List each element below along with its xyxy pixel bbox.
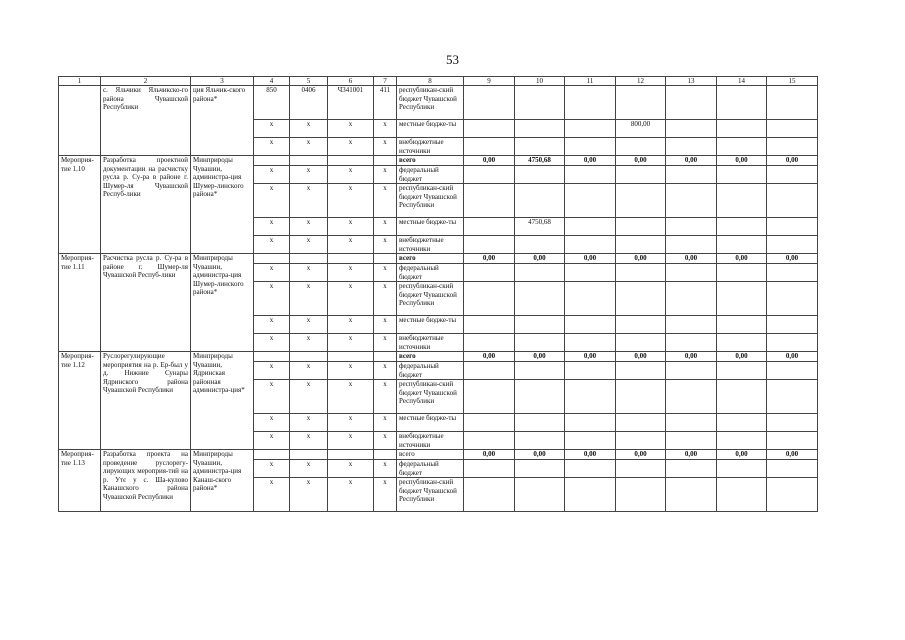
code-cell-6: x: [328, 380, 374, 414]
value-cell-13: [666, 184, 717, 218]
column-header-1: 1: [59, 77, 101, 86]
code-cell-7: x: [374, 282, 397, 316]
value-cell-15: [767, 316, 818, 334]
value-cell-13: [666, 86, 717, 120]
table-row: [59, 86, 818, 120]
value-cell-13: [666, 282, 717, 316]
value-cell-9: [464, 478, 515, 512]
code-cell-5: [290, 450, 328, 460]
code-cell-6: x: [328, 362, 374, 380]
code-cell-4: [254, 254, 290, 264]
value-cell-12: [616, 184, 666, 218]
value-cell-9: [464, 166, 515, 184]
code-cell-7: x: [374, 334, 397, 352]
funding-source: внебюджетные источники: [397, 236, 464, 254]
value-cell-14: [717, 264, 767, 282]
value-cell-9: [464, 414, 515, 432]
funding-source: федеральный бюджет: [397, 362, 464, 380]
code-cell-5: [290, 156, 328, 166]
value-cell-12: 800,00: [616, 120, 666, 138]
value-cell-13: 0,00: [666, 450, 717, 460]
code-cell-7: x: [374, 380, 397, 414]
code-cell-6: [328, 156, 374, 166]
value-cell-11: [565, 264, 616, 282]
value-cell-9: [464, 282, 515, 316]
value-cell-12: [616, 282, 666, 316]
value-cell-15: [767, 478, 818, 512]
code-cell-7: x: [374, 478, 397, 512]
value-cell-12: [616, 414, 666, 432]
code-cell-4: x: [254, 218, 290, 236]
value-cell-12: [616, 138, 666, 156]
code-cell-7: x: [374, 236, 397, 254]
value-cell-10: [515, 236, 565, 254]
value-cell-9: [464, 86, 515, 120]
value-cell-10: [515, 380, 565, 414]
value-cell-15: [767, 460, 818, 478]
table-row: [59, 254, 818, 264]
value-cell-14: [717, 316, 767, 334]
measure-executor: Минприроды Чувашии, администра-ция Канаш-ского района*: [191, 450, 254, 512]
value-cell-14: 0,00: [717, 352, 767, 362]
value-cell-12: 0,00: [616, 254, 666, 264]
code-cell-4: x: [254, 236, 290, 254]
code-cell-7: [374, 352, 397, 362]
code-cell-6: x: [328, 218, 374, 236]
column-header-14: 14: [717, 77, 767, 86]
funding-source: всего: [397, 254, 464, 264]
value-cell-12: 0,00: [616, 352, 666, 362]
code-cell-6: x: [328, 138, 374, 156]
code-cell-6: x: [328, 334, 374, 352]
value-cell-15: [767, 218, 818, 236]
code-cell-5: x: [290, 218, 328, 236]
funding-source: всего: [397, 156, 464, 166]
value-cell-10: [515, 334, 565, 352]
funding-source: республикан-ский бюджет Чувашской Республики: [397, 380, 464, 414]
measure-id: Мероприя-тие 1.13: [59, 450, 101, 512]
value-cell-13: [666, 380, 717, 414]
value-cell-15: [767, 120, 818, 138]
value-cell-14: 0,00: [717, 156, 767, 166]
code-cell-6: x: [328, 120, 374, 138]
code-cell-4: x: [254, 478, 290, 512]
value-cell-14: [717, 334, 767, 352]
value-cell-10: [515, 432, 565, 450]
code-cell-5: x: [290, 138, 328, 156]
code-cell-5: [290, 254, 328, 264]
funding-source: местные бюдже-ты: [397, 120, 464, 138]
funding-source: местные бюдже-ты: [397, 218, 464, 236]
budget-table: [58, 76, 818, 512]
code-cell-4: 850: [254, 86, 290, 120]
measure-executor: Минприроды Чувашии, Ядринская районная администра-ция*: [191, 352, 254, 450]
code-cell-5: x: [290, 236, 328, 254]
value-cell-9: [464, 334, 515, 352]
value-cell-14: [717, 362, 767, 380]
funding-source: внебюджетные источники: [397, 334, 464, 352]
column-header-9: 9: [464, 77, 515, 86]
value-cell-9: [464, 236, 515, 254]
value-cell-11: [565, 478, 616, 512]
value-cell-12: [616, 264, 666, 282]
value-cell-15: [767, 138, 818, 156]
funding-source: республикан-ский бюджет Чувашской Республики: [397, 86, 464, 120]
code-cell-7: x: [374, 184, 397, 218]
code-cell-5: x: [290, 166, 328, 184]
code-cell-5: x: [290, 334, 328, 352]
value-cell-13: [666, 264, 717, 282]
code-cell-7: x: [374, 460, 397, 478]
column-header-8: 8: [397, 77, 464, 86]
code-cell-4: x: [254, 334, 290, 352]
value-cell-13: [666, 334, 717, 352]
value-cell-11: [565, 120, 616, 138]
value-cell-11: [565, 316, 616, 334]
value-cell-15: 0,00: [767, 254, 818, 264]
code-cell-6: x: [328, 432, 374, 450]
code-cell-7: [374, 450, 397, 460]
code-cell-5: x: [290, 264, 328, 282]
value-cell-11: 0,00: [565, 450, 616, 460]
value-cell-13: [666, 166, 717, 184]
column-header-7: 7: [374, 77, 397, 86]
code-cell-6: x: [328, 316, 374, 334]
value-cell-14: 0,00: [717, 254, 767, 264]
code-cell-7: [374, 156, 397, 166]
value-cell-10: [515, 282, 565, 316]
table-row: [59, 156, 818, 166]
code-cell-4: x: [254, 362, 290, 380]
value-cell-13: 0,00: [666, 352, 717, 362]
value-cell-10: [515, 414, 565, 432]
value-cell-10: [515, 138, 565, 156]
value-cell-14: [717, 414, 767, 432]
value-cell-10: 0,00: [515, 254, 565, 264]
value-cell-14: 0,00: [717, 450, 767, 460]
value-cell-10: [515, 166, 565, 184]
code-cell-5: x: [290, 120, 328, 138]
code-cell-7: x: [374, 138, 397, 156]
measure-executor: Минприроды Чувашии, администра-ция Шумер-линского района*: [191, 254, 254, 352]
value-cell-15: [767, 432, 818, 450]
value-cell-10: [515, 362, 565, 380]
value-cell-14: [717, 380, 767, 414]
funding-source: местные бюдже-ты: [397, 316, 464, 334]
value-cell-15: [767, 86, 818, 120]
code-cell-4: x: [254, 184, 290, 218]
value-cell-10: 0,00: [515, 450, 565, 460]
value-cell-14: [717, 478, 767, 512]
value-cell-10: 0,00: [515, 352, 565, 362]
value-cell-10: [515, 316, 565, 334]
value-cell-13: 0,00: [666, 156, 717, 166]
funding-source: федеральный бюджет: [397, 264, 464, 282]
value-cell-15: [767, 362, 818, 380]
value-cell-15: [767, 282, 818, 316]
value-cell-11: [565, 138, 616, 156]
value-cell-12: [616, 316, 666, 334]
value-cell-13: [666, 432, 717, 450]
header-row: [59, 77, 818, 86]
code-cell-4: [254, 352, 290, 362]
column-header-12: 12: [616, 77, 666, 86]
code-cell-7: [374, 254, 397, 264]
value-cell-13: [666, 478, 717, 512]
funding-source: внебюджетные источники: [397, 432, 464, 450]
value-cell-15: [767, 414, 818, 432]
funding-source: республикан-ский бюджет Чувашской Республики: [397, 282, 464, 316]
code-cell-7: x: [374, 414, 397, 432]
value-cell-10: [515, 120, 565, 138]
value-cell-12: 0,00: [616, 450, 666, 460]
value-cell-9: [464, 138, 515, 156]
page-number: 53: [446, 52, 459, 67]
value-cell-13: [666, 236, 717, 254]
value-cell-12: [616, 218, 666, 236]
value-cell-9: [464, 432, 515, 450]
value-cell-14: [717, 282, 767, 316]
value-cell-9: 0,00: [464, 156, 515, 166]
code-cell-7: x: [374, 316, 397, 334]
value-cell-14: [717, 218, 767, 236]
value-cell-11: [565, 334, 616, 352]
value-cell-13: [666, 316, 717, 334]
funding-source: внебюджетные источники: [397, 138, 464, 156]
funding-source: федеральный бюджет: [397, 460, 464, 478]
code-cell-7: x: [374, 264, 397, 282]
code-cell-7: x: [374, 218, 397, 236]
value-cell-12: 0,00: [616, 156, 666, 166]
code-cell-5: x: [290, 432, 328, 450]
value-cell-10: 4750,68: [515, 156, 565, 166]
funding-source: республикан-ский бюджет Чувашской Республики: [397, 184, 464, 218]
funding-source: всего: [397, 450, 464, 460]
code-cell-4: x: [254, 166, 290, 184]
code-cell-7: x: [374, 362, 397, 380]
measure-executor: Минприроды Чувашии, администра-ция Шумер-линского района*: [191, 156, 254, 254]
value-cell-13: [666, 218, 717, 236]
value-cell-9: 0,00: [464, 450, 515, 460]
code-cell-4: x: [254, 282, 290, 316]
value-cell-14: [717, 120, 767, 138]
funding-source: республикан-ский бюджет Чувашской Республики: [397, 478, 464, 512]
code-cell-6: x: [328, 264, 374, 282]
code-cell-4: [254, 450, 290, 460]
value-cell-10: [515, 264, 565, 282]
column-header-15: 15: [767, 77, 818, 86]
funding-source: всего: [397, 352, 464, 362]
value-cell-9: [464, 460, 515, 478]
code-cell-4: [254, 156, 290, 166]
value-cell-11: [565, 184, 616, 218]
value-cell-9: [464, 184, 515, 218]
code-cell-6: [328, 450, 374, 460]
code-cell-6: x: [328, 184, 374, 218]
value-cell-14: [717, 86, 767, 120]
value-cell-13: [666, 460, 717, 478]
code-cell-4: x: [254, 138, 290, 156]
code-cell-5: x: [290, 316, 328, 334]
table-row: [59, 352, 818, 362]
code-cell-4: x: [254, 432, 290, 450]
value-cell-11: [565, 86, 616, 120]
column-header-10: 10: [515, 77, 565, 86]
value-cell-12: [616, 334, 666, 352]
value-cell-14: [717, 432, 767, 450]
code-cell-7: 411: [374, 86, 397, 120]
measure-executor: ция Яльчик-ского района*: [191, 86, 254, 156]
measure-name: Разработка проекта на проведение руслорегу-лирующих мероприя-тий на р. Утє у с. Ша-кулово Канашского района Чувашской Республики: [101, 450, 191, 512]
column-header-11: 11: [565, 77, 616, 86]
value-cell-10: [515, 184, 565, 218]
value-cell-10: 4750,68: [515, 218, 565, 236]
code-cell-7: x: [374, 432, 397, 450]
code-cell-4: x: [254, 414, 290, 432]
column-header-13: 13: [666, 77, 717, 86]
value-cell-9: [464, 120, 515, 138]
code-cell-6: x: [328, 166, 374, 184]
value-cell-15: 0,00: [767, 450, 818, 460]
value-cell-9: 0,00: [464, 254, 515, 264]
value-cell-12: [616, 166, 666, 184]
code-cell-5: x: [290, 282, 328, 316]
code-cell-5: x: [290, 362, 328, 380]
value-cell-15: [767, 334, 818, 352]
value-cell-15: 0,00: [767, 352, 818, 362]
code-cell-6: x: [328, 460, 374, 478]
value-cell-9: [464, 218, 515, 236]
value-cell-11: 0,00: [565, 156, 616, 166]
value-cell-13: [666, 120, 717, 138]
value-cell-9: 0,00: [464, 352, 515, 362]
value-cell-12: [616, 380, 666, 414]
value-cell-9: [464, 264, 515, 282]
code-cell-4: x: [254, 460, 290, 478]
value-cell-15: 0,00: [767, 156, 818, 166]
code-cell-6: Ч341001: [328, 86, 374, 120]
value-cell-10: [515, 460, 565, 478]
column-header-2: 2: [101, 77, 191, 86]
value-cell-11: [565, 218, 616, 236]
code-cell-4: x: [254, 316, 290, 334]
code-cell-5: [290, 352, 328, 362]
value-cell-11: [565, 432, 616, 450]
measure-id: Мероприя-тие 1.12: [59, 352, 101, 450]
value-cell-15: [767, 166, 818, 184]
code-cell-5: x: [290, 414, 328, 432]
code-cell-6: x: [328, 282, 374, 316]
value-cell-14: [717, 184, 767, 218]
code-cell-6: x: [328, 414, 374, 432]
measure-name: с. Яльчики Яльчикско-го района Чувашской Республики: [101, 86, 191, 156]
value-cell-13: [666, 414, 717, 432]
measure-name: Разработка проектной документации на расчистку русла р. Су-ра в районе г. Шумер-ля Чувашской Респуб-лики: [101, 156, 191, 254]
value-cell-13: [666, 138, 717, 156]
measure-name: Расчистка русла р. Су-ра в районе г. Шумер-ля Чувашской Респуб-лики: [101, 254, 191, 352]
value-cell-12: [616, 460, 666, 478]
value-cell-12: [616, 86, 666, 120]
value-cell-11: [565, 282, 616, 316]
value-cell-9: [464, 316, 515, 334]
measure-id: [59, 86, 101, 156]
value-cell-14: [717, 236, 767, 254]
value-cell-11: 0,00: [565, 254, 616, 264]
code-cell-5: 0406: [290, 86, 328, 120]
code-cell-4: x: [254, 120, 290, 138]
measure-id: Мероприя-тие 1.11: [59, 254, 101, 352]
value-cell-15: [767, 264, 818, 282]
code-cell-4: x: [254, 380, 290, 414]
value-cell-11: [565, 236, 616, 254]
value-cell-15: [767, 184, 818, 218]
code-cell-6: [328, 254, 374, 264]
value-cell-9: [464, 362, 515, 380]
value-cell-13: 0,00: [666, 254, 717, 264]
code-cell-6: x: [328, 236, 374, 254]
value-cell-11: [565, 166, 616, 184]
code-cell-6: [328, 352, 374, 362]
value-cell-12: [616, 478, 666, 512]
table-row: [59, 450, 818, 460]
value-cell-14: [717, 460, 767, 478]
column-header-5: 5: [290, 77, 328, 86]
code-cell-7: x: [374, 120, 397, 138]
measure-name: Руслорегулирующие мероприятия на р. Ер-был у д. Нижние Сунары Ядринского района Чувашской Республики: [101, 352, 191, 450]
value-cell-12: [616, 362, 666, 380]
column-header-3: 3: [191, 77, 254, 86]
code-cell-5: x: [290, 460, 328, 478]
value-cell-10: [515, 478, 565, 512]
code-cell-5: x: [290, 380, 328, 414]
value-cell-14: [717, 138, 767, 156]
value-cell-15: [767, 380, 818, 414]
column-header-4: 4: [254, 77, 290, 86]
value-cell-11: 0,00: [565, 352, 616, 362]
measure-id: Мероприя-тие 1.10: [59, 156, 101, 254]
code-cell-5: x: [290, 478, 328, 512]
value-cell-11: [565, 414, 616, 432]
funding-source: местные бюдже-ты: [397, 414, 464, 432]
code-cell-4: x: [254, 264, 290, 282]
funding-source: федеральный бюджет: [397, 166, 464, 184]
column-header-6: 6: [328, 77, 374, 86]
value-cell-12: [616, 236, 666, 254]
value-cell-15: [767, 236, 818, 254]
value-cell-10: [515, 86, 565, 120]
code-cell-6: x: [328, 478, 374, 512]
value-cell-12: [616, 432, 666, 450]
code-cell-7: x: [374, 166, 397, 184]
value-cell-14: [717, 166, 767, 184]
value-cell-11: [565, 362, 616, 380]
value-cell-13: [666, 362, 717, 380]
value-cell-9: [464, 380, 515, 414]
code-cell-5: x: [290, 184, 328, 218]
value-cell-11: [565, 460, 616, 478]
value-cell-11: [565, 380, 616, 414]
